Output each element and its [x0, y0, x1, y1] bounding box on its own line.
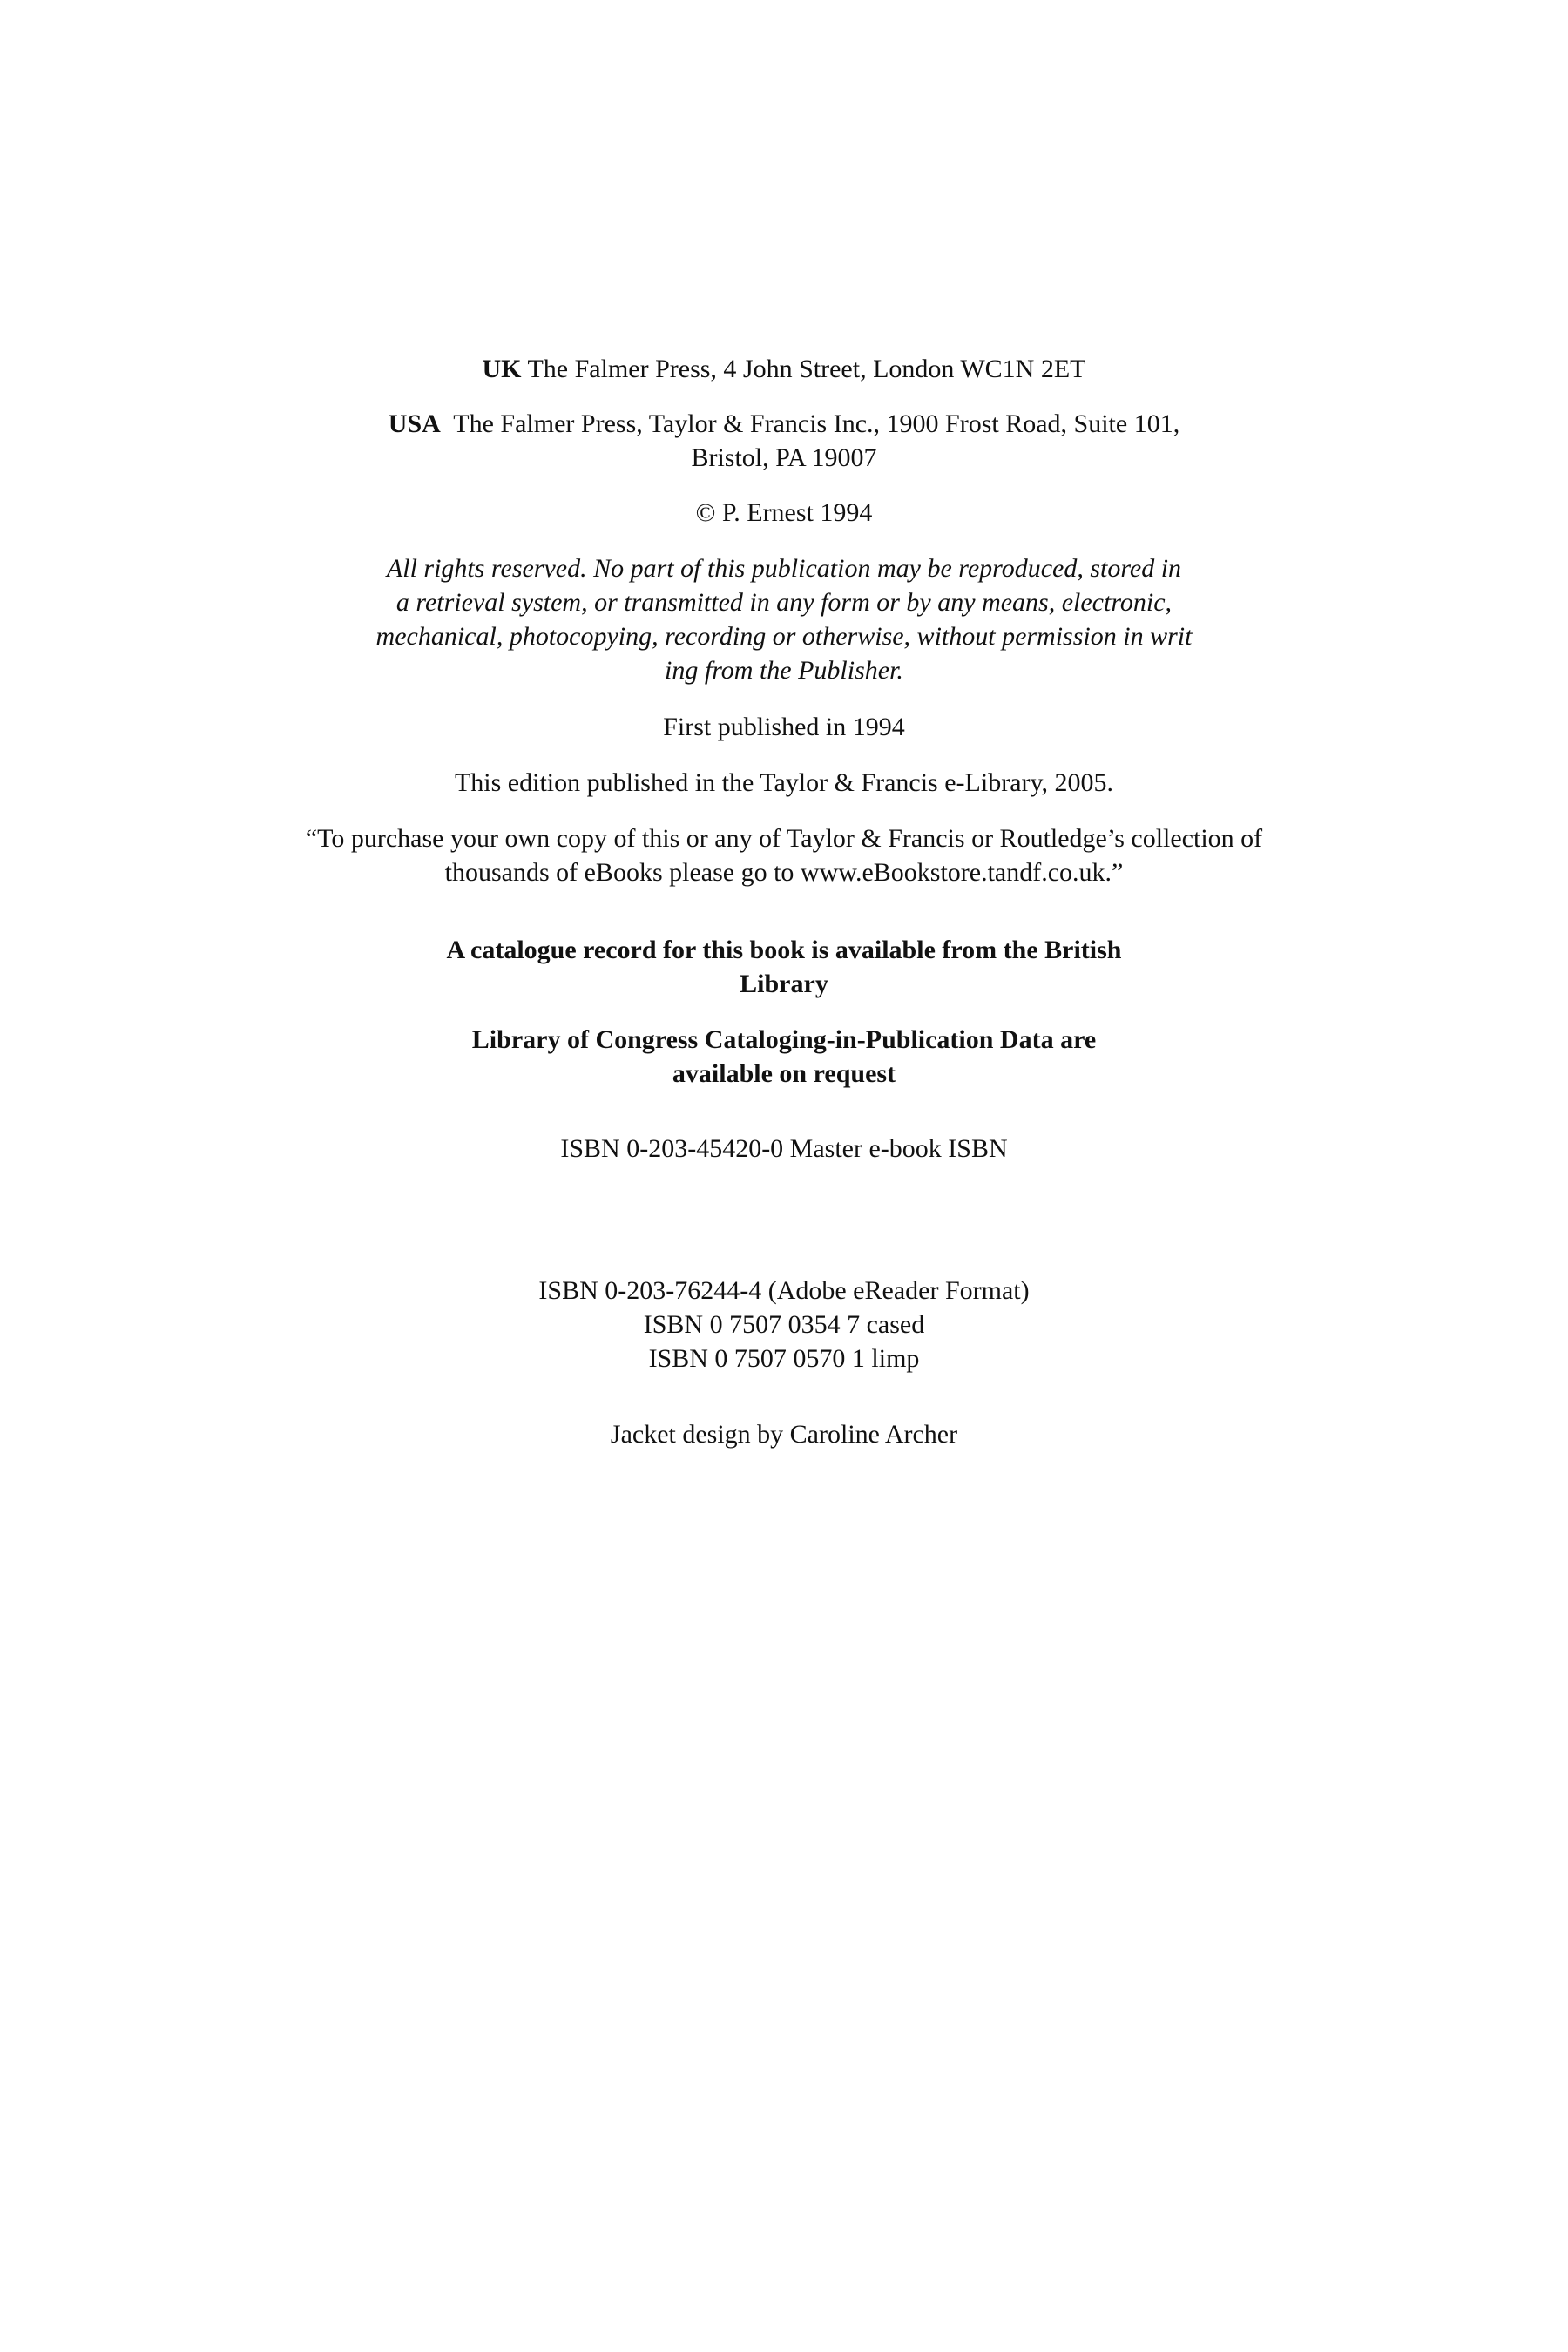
catalogue-record-line: Library: [740, 970, 828, 998]
loc-cip-note: [0, 1023, 1568, 1091]
isbn-list: [0, 1274, 1568, 1375]
purchase-note: [0, 821, 1568, 889]
rights-statement: [0, 551, 1568, 687]
uk-address-text: The Falmer Press, 4 John Street, London WC1N 2ET: [527, 355, 1086, 383]
copyright-notice: [0, 496, 1568, 530]
rights-line: a retrieval system, or transmitted in any form or by any means, electronic,: [395, 588, 1173, 617]
isbn-line: ISBN 0 7507 0570 1 limp: [648, 1344, 920, 1373]
catalogue-record-line: A catalogue record for this book is available from the British: [446, 936, 1122, 964]
rights-line: All rights reserved. No part of this publication may be reproduced, stored in: [386, 554, 1182, 583]
uk-publisher-address: [0, 352, 1568, 386]
loc-cip-line: Library of Congress Cataloging-in-Publication Data are: [471, 1025, 1097, 1054]
usa-label: USA: [388, 409, 441, 438]
edition-text: This edition published in the Taylor & Francis e-Library, 2005.: [454, 768, 1114, 797]
rights-line: ing from the Publisher.: [665, 656, 903, 685]
usa-address-line-1: The Falmer Press, Taylor & Francis Inc., 1900 Frost Road, Suite 101,: [453, 409, 1180, 438]
first-published: [0, 710, 1568, 744]
master-isbn-text: ISBN 0-203-45420-0 Master e-book ISBN: [560, 1134, 1008, 1163]
jacket-design-credit: [0, 1417, 1568, 1451]
isbn-line: ISBN 0 7507 0354 7 cased: [643, 1310, 925, 1339]
usa-publisher-address: [0, 407, 1568, 475]
copyright-text: © P. Ernest 1994: [695, 498, 873, 527]
first-published-text: First published in 1994: [663, 713, 905, 741]
isbn-line: ISBN 0-203-76244-4 (Adobe eReader Format): [538, 1276, 1030, 1305]
master-isbn: [0, 1132, 1568, 1166]
rights-line: mechanical, photocopying, recording or otherwise, without permission in writ: [375, 622, 1193, 651]
purchase-line: “To purchase your own copy of this or any of Taylor & Francis or Routledge’s collection of: [305, 824, 1263, 853]
uk-label: UK: [482, 355, 522, 383]
edition-note: [0, 766, 1568, 800]
purchase-line: thousands of eBooks please go to www.eBookstore.tandf.co.uk.”: [444, 858, 1124, 887]
loc-cip-line: available on request: [672, 1059, 896, 1088]
usa-address-line-2: Bristol, PA 19007: [691, 443, 877, 472]
jacket-design-text: Jacket design by Caroline Archer: [610, 1420, 958, 1449]
catalogue-record-note: [0, 933, 1568, 1001]
